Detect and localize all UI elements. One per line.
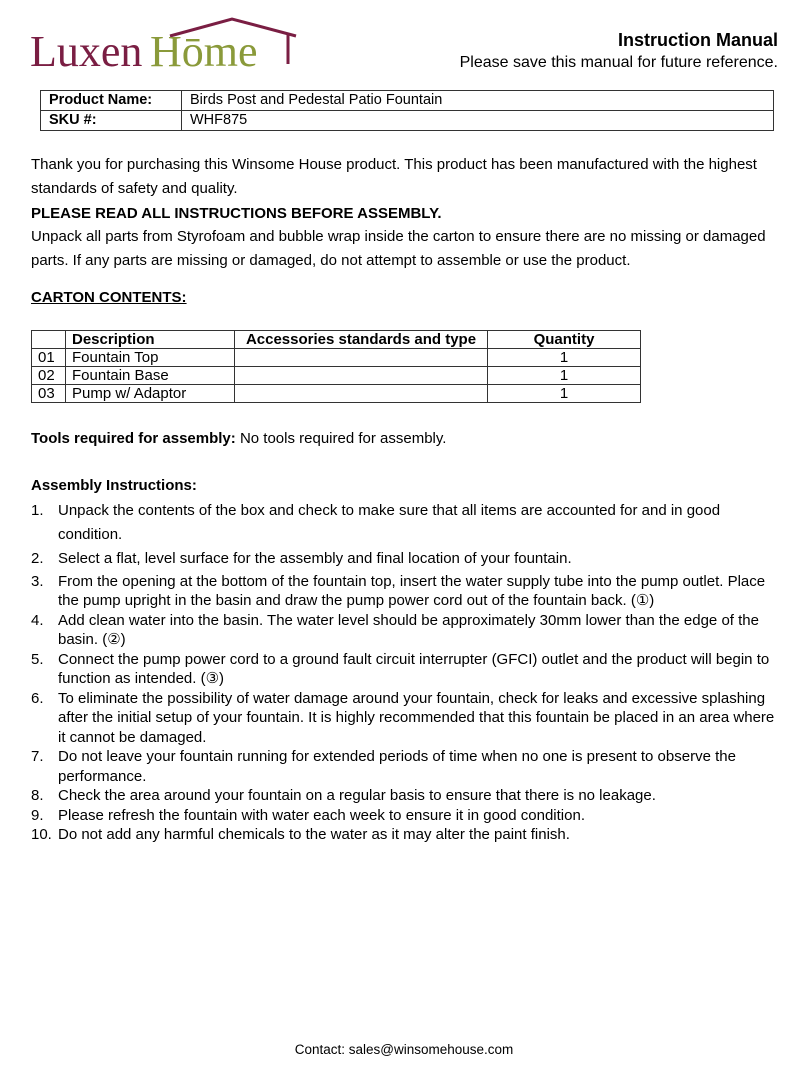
step-text: Please refresh the fountain with water each week to ensure it in good condition. [58, 806, 585, 824]
step-number: 5. [31, 650, 44, 668]
row-number: 01 [32, 349, 66, 367]
logo-text-luxen: Luxen [30, 27, 143, 74]
row-description: Pump w/ Adaptor [66, 385, 235, 403]
step-text: Add clean water into the basin. The water level should be approximately 30mm lower than the edge of the basin. (②) [58, 611, 759, 648]
row-quantity: 1 [488, 367, 641, 385]
table-row [32, 349, 641, 367]
list-item [31, 572, 776, 611]
step-number: 1. [31, 502, 44, 519]
list-item [31, 611, 776, 650]
row-description: Fountain Base [66, 367, 235, 385]
product-name-value: Birds Post and Pedestal Patio Fountain [182, 91, 774, 111]
list-item [31, 650, 776, 689]
sku-value: WHF875 [182, 111, 774, 131]
list-item [31, 499, 776, 546]
step-number: 2. [31, 550, 44, 567]
step-text: To eliminate the possibility of water damage around your fountain, check for leaks and excessive splashing after the initial setup of your fountain. It is highly recommended that this fountain be placed in an area where it cannot be damaged. [58, 689, 775, 746]
step-text: Select a flat, level surface for the assembly and final location of your fountain. [58, 550, 572, 567]
carton-contents-heading: CARTON CONTENTS: [31, 289, 187, 306]
row-accessories [235, 385, 488, 403]
document-header [460, 28, 778, 74]
luxenhome-logo-graphic [30, 14, 300, 74]
assembly-steps-list [31, 499, 776, 845]
read-instructions-warning: PLEASE READ ALL INSTRUCTIONS BEFORE ASSEMBLY. [31, 205, 442, 222]
col-header-number [32, 331, 66, 349]
list-item [31, 825, 776, 845]
product-name-row [41, 91, 774, 111]
step-number: 6. [31, 689, 44, 707]
list-item [31, 747, 776, 786]
col-header-description: Description [66, 331, 235, 349]
list-item [31, 689, 776, 748]
product-name-label: Product Name: [41, 91, 182, 111]
step-text: Check the area around your fountain on a regular basis to ensure that there is no leakage. [58, 787, 656, 804]
step-text: From the opening at the bottom of the fountain top, insert the water supply tube into the pump outlet. Place the pump upright in the basin and draw the pump power cord out of the fountain back. (①) [58, 572, 766, 609]
list-item [31, 806, 776, 826]
row-description: Fountain Top [66, 349, 235, 367]
step-text: Unpack the contents of the box and check to make sure that all items are accounted for and in good condition. [58, 502, 721, 543]
tools-value: No tools required for assembly. [235, 430, 447, 447]
row-number: 03 [32, 385, 66, 403]
sku-label: SKU #: [41, 111, 182, 131]
step-text: Connect the pump power cord to a ground fault circuit interrupter (GFCI) outlet and the product will begin to function as intended. (③) [58, 650, 770, 687]
tools-required [31, 430, 446, 447]
col-header-quantity: Quantity [488, 331, 641, 349]
step-number: 4. [31, 611, 44, 629]
tools-label: Tools required for assembly: [31, 430, 236, 447]
step-text: Do not leave your fountain running for extended periods of time when no one is present to observe the performance. [58, 748, 736, 785]
row-number: 02 [32, 367, 66, 385]
step-number: 7. [31, 748, 44, 765]
step-number: 9. [31, 806, 44, 824]
list-item [31, 786, 776, 806]
table-row [32, 385, 641, 403]
product-info-table [40, 90, 774, 131]
sku-row [41, 111, 774, 131]
step-text: Do not add any harmful chemicals to the water as it may alter the paint finish. [58, 826, 570, 843]
list-item [31, 547, 776, 571]
col-header-accessories: Accessories standards and type [235, 331, 488, 349]
unpack-paragraph: Unpack all parts from Styrofoam and bubble wrap inside the carton to ensure there are no missing or damaged parts. If any parts are missing or damaged, do not attempt to assemble or use the product. [31, 228, 766, 269]
step-number: 8. [31, 787, 44, 804]
row-accessories [235, 349, 488, 367]
manual-subtitle: Please save this manual for future reference. [459, 54, 778, 71]
table-row [32, 367, 641, 385]
brand-logo [30, 14, 300, 74]
carton-contents-table [31, 330, 641, 403]
assembly-heading: Assembly Instructions: [31, 477, 197, 494]
step-number: 3. [31, 572, 44, 590]
row-quantity: 1 [488, 385, 641, 403]
carton-header-row [32, 331, 641, 349]
row-quantity: 1 [488, 349, 641, 367]
logo-text-home: Hōme [150, 27, 258, 74]
manual-title: Instruction Manual [617, 30, 778, 50]
thank-you-paragraph: Thank you for purchasing this Winsome House product. This product has been manufactured with the highest standards of safety and quality. [31, 156, 757, 197]
step-number: 10. [31, 826, 52, 843]
row-accessories [235, 367, 488, 385]
contact-footer: Contact: sales@winsomehouse.com [294, 1042, 514, 1057]
